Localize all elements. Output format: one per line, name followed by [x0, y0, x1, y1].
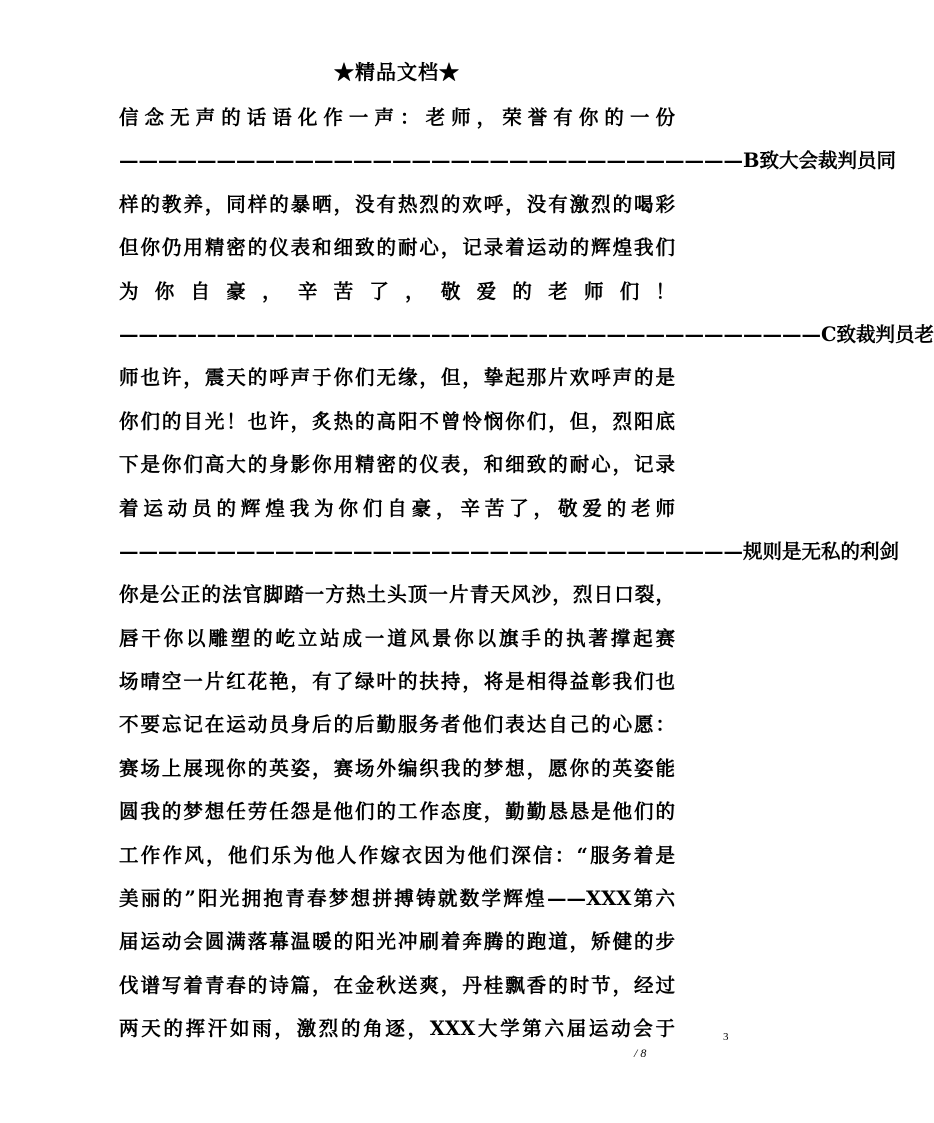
document-body — [119, 96, 934, 1051]
text-line: 赛场上展现你的英姿，赛场外编织我的梦想，愿你的英姿能 — [119, 756, 675, 780]
text-line: 信念无声的话语化作一声：老师，荣誉有你的一份 — [119, 106, 675, 129]
page-number: 3 — [723, 1031, 729, 1043]
text-line: 圆我的梦想任劳任怨是他们的工作态度，勤勤恳恳是他们的 — [119, 800, 675, 824]
text-line: 场晴空一片红花艳，有了绿叶的扶持，将是相得益彰我们也 — [119, 670, 675, 694]
document-header-title: ★精品文档★ — [334, 60, 460, 84]
text-line: ————————————————————————————————规则是无私的利剑 — [119, 539, 900, 563]
text-line: 美丽的”阳光拥抱青春梦想拼搏铸就数学辉煌——XXX第六 — [119, 887, 675, 911]
text-line: 届运动会圆满落幕温暖的阳光冲刷着奔腾的跑道，矫健的步 — [119, 930, 675, 954]
text-line: 伐谱写着青春的诗篇，在金秋送爽，丹桂飘香的时节，经过 — [119, 973, 675, 997]
text-line: 唇干你以雕塑的屹立站成一道风景你以旗手的执著撑起赛 — [119, 626, 675, 650]
text-line: 为你自豪，辛苦了，敬爱的老师们！ — [119, 279, 675, 303]
text-line: 你们的目光！也许，炙热的高阳不曾怜悯你们，但，烈阳底 — [119, 409, 675, 433]
text-line: 不要忘记在运动员身后的后勤服务者他们表达自己的心愿： — [119, 713, 675, 737]
text-line: 着运动员的辉煌我为你们自豪，辛苦了，敬爱的老师 — [119, 496, 675, 520]
text-line: 样的教养，同样的暴晒，没有热烈的欢呼，没有激烈的喝彩 — [119, 192, 675, 216]
text-line: 你是公正的法官脚踏一方热土头顶一片青天风沙，烈日口裂， — [119, 583, 675, 607]
page-total: / 8 — [634, 1046, 647, 1060]
text-line: ————————————————————————————————B致大会裁判员同 — [119, 149, 896, 173]
text-line: 但你仍用精密的仪表和细致的耐心，记录着运动的辉煌我们 — [119, 236, 675, 260]
text-line: 师也许，震天的呼声于你们无缘，但，挚起那片欢呼声的是 — [119, 366, 675, 390]
text-line: ————————————————————————————————————C致裁判员老 — [119, 322, 934, 346]
text-line: 下是你们高大的身影你用精密的仪表，和细致的耐心，记录 — [119, 453, 675, 477]
text-line: 两天的挥汗如雨，激烈的角逐，XXX大学第六届运动会于 — [119, 1017, 675, 1041]
text-line: 工作作风，他们乐为他人作嫁衣因为他们深信：“服务着是 — [119, 843, 675, 867]
